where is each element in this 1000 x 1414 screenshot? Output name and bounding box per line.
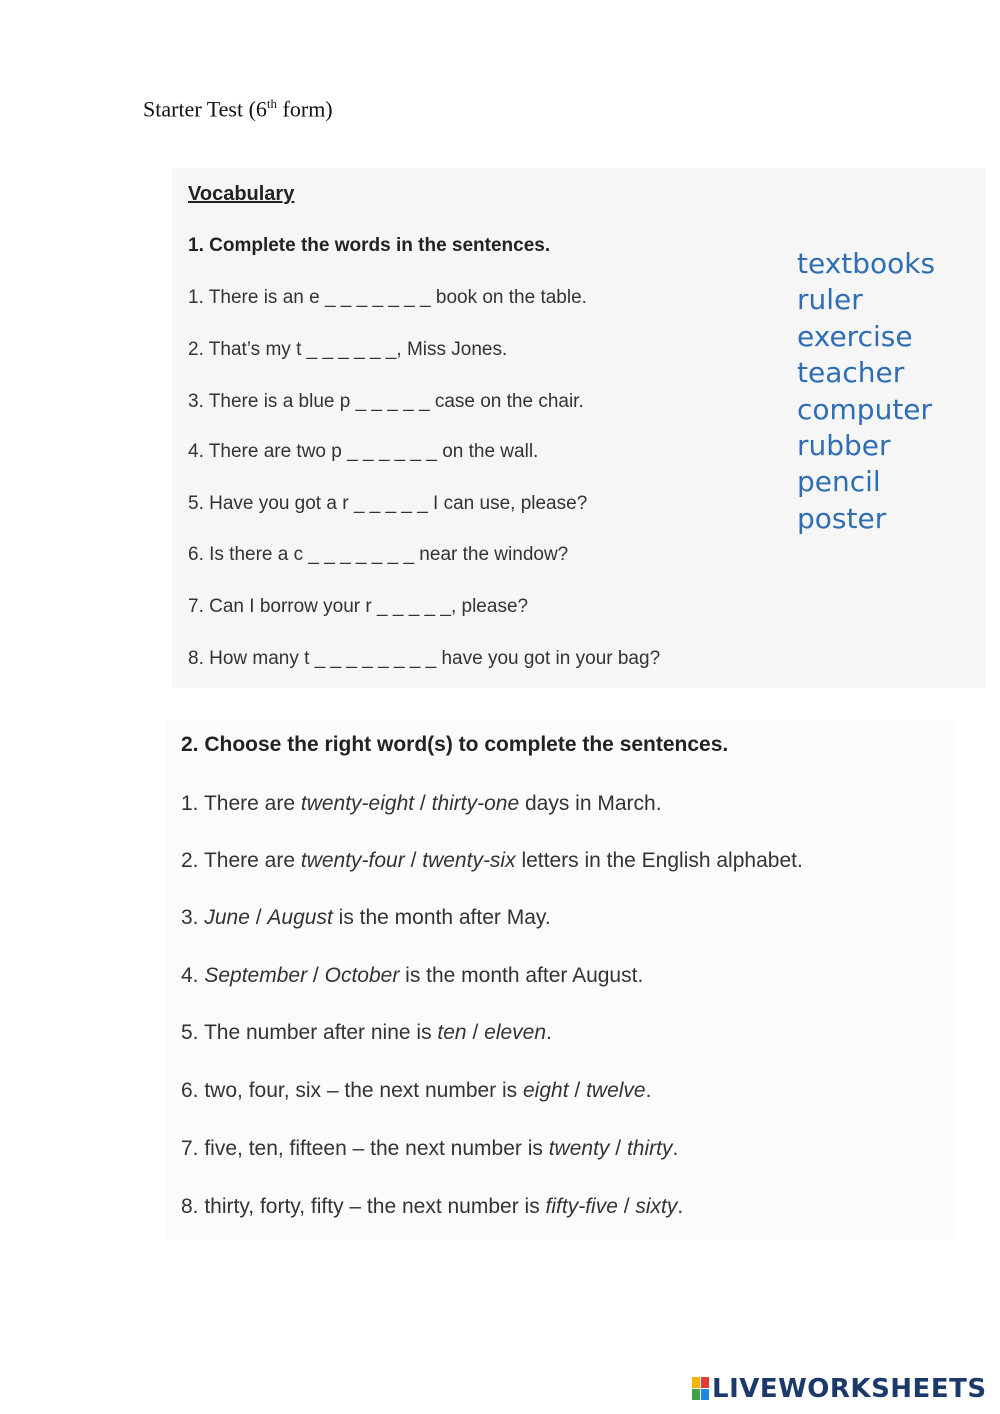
choice-b[interactable]: thirty-one [431, 792, 520, 815]
liveworksheets-logo-icon [692, 1377, 709, 1401]
word-box-item: poster [797, 501, 887, 535]
task1-heading: 1. Complete the words in the sentences. [188, 235, 551, 256]
word-box-item: pencil [797, 465, 881, 499]
task2-sentence-5: 5. The number after nine is ten / eleven. [181, 1021, 552, 1044]
task2-sentence-6: 6. two, four, six – the next number is eight / twelve. [181, 1079, 652, 1102]
choice-a[interactable]: twenty-eight [300, 792, 415, 815]
choice-a[interactable]: June [204, 906, 250, 929]
task1-sentence-8: 8. How many t _ _ _ _ _ _ _ _ have you got in your bag? [188, 648, 661, 669]
vocabulary-heading: Vocabulary [188, 183, 295, 205]
task2-sentence-4: 4. September / October is the month after August. [181, 964, 644, 987]
liveworksheets-logo [692, 1373, 987, 1405]
choice-b[interactable]: thirty [626, 1137, 673, 1160]
task2-sentence-2: 2. There are twenty-four / twenty-six letters in the English alphabet. [181, 849, 803, 872]
choice-a[interactable]: eight [523, 1079, 569, 1102]
choice-a[interactable]: September [204, 964, 308, 987]
choice-b[interactable]: October [324, 964, 400, 987]
task1-sentence-1: 1. There is an e _ _ _ _ _ _ _ book on the table. [188, 287, 587, 308]
choice-a[interactable]: fifty-five [545, 1195, 618, 1218]
choice-b[interactable]: eleven [484, 1021, 547, 1044]
task1-sentence-2: 2. That’s my t _ _ _ _ _ _, Miss Jones. [188, 339, 508, 360]
choice-b[interactable]: sixty [635, 1195, 678, 1218]
task2-sentence-3: 3. June / August is the month after May. [181, 906, 551, 929]
word-box-item: computer [797, 392, 933, 426]
choice-a[interactable]: twenty [548, 1137, 610, 1160]
choice-a[interactable]: twenty-four [300, 849, 405, 872]
task2-sentence-7: 7. five, ten, fifteen – the next number is twenty / thirty. [181, 1137, 679, 1160]
task1-sentence-3: 3. There is a blue p _ _ _ _ _ case on the chair. [188, 391, 584, 412]
word-box-item: textbooks [797, 247, 936, 280]
choice-a[interactable]: ten [437, 1021, 467, 1044]
task1-sentence-4: 4. There are two p _ _ _ _ _ _ on the wall. [188, 441, 539, 462]
page-title: Starter Test (6th form) [143, 96, 333, 122]
task1-sentence-7: 7. Can I borrow your r _ _ _ _ _, please? [188, 596, 529, 617]
task1-sentence-6: 6. Is there a c _ _ _ _ _ _ _ near the window? [188, 544, 569, 565]
word-box-item: rubber [797, 429, 891, 463]
choice-b[interactable]: twenty-six [422, 849, 516, 872]
word-box-item: exercise [797, 319, 913, 353]
task2-sentence-8: 8. thirty, forty, fifty – the next number is fifty-five / sixty. [181, 1195, 684, 1218]
choice-b[interactable]: August [267, 906, 333, 929]
word-box-item: ruler [797, 283, 863, 317]
word-box-item: teacher [797, 356, 905, 390]
logo-text: LIVEWORKSHEETS [712, 1374, 987, 1404]
task1-sentence-5: 5. Have you got a r _ _ _ _ _ I can use, please? [188, 493, 588, 514]
word-box [797, 246, 935, 537]
task2-heading: 2. Choose the right word(s) to complete the sentences. [181, 733, 729, 756]
task2-sentence-1: 1. There are twenty-eight / thirty-one days in March. [181, 792, 662, 815]
choice-b[interactable]: twelve [586, 1079, 646, 1102]
